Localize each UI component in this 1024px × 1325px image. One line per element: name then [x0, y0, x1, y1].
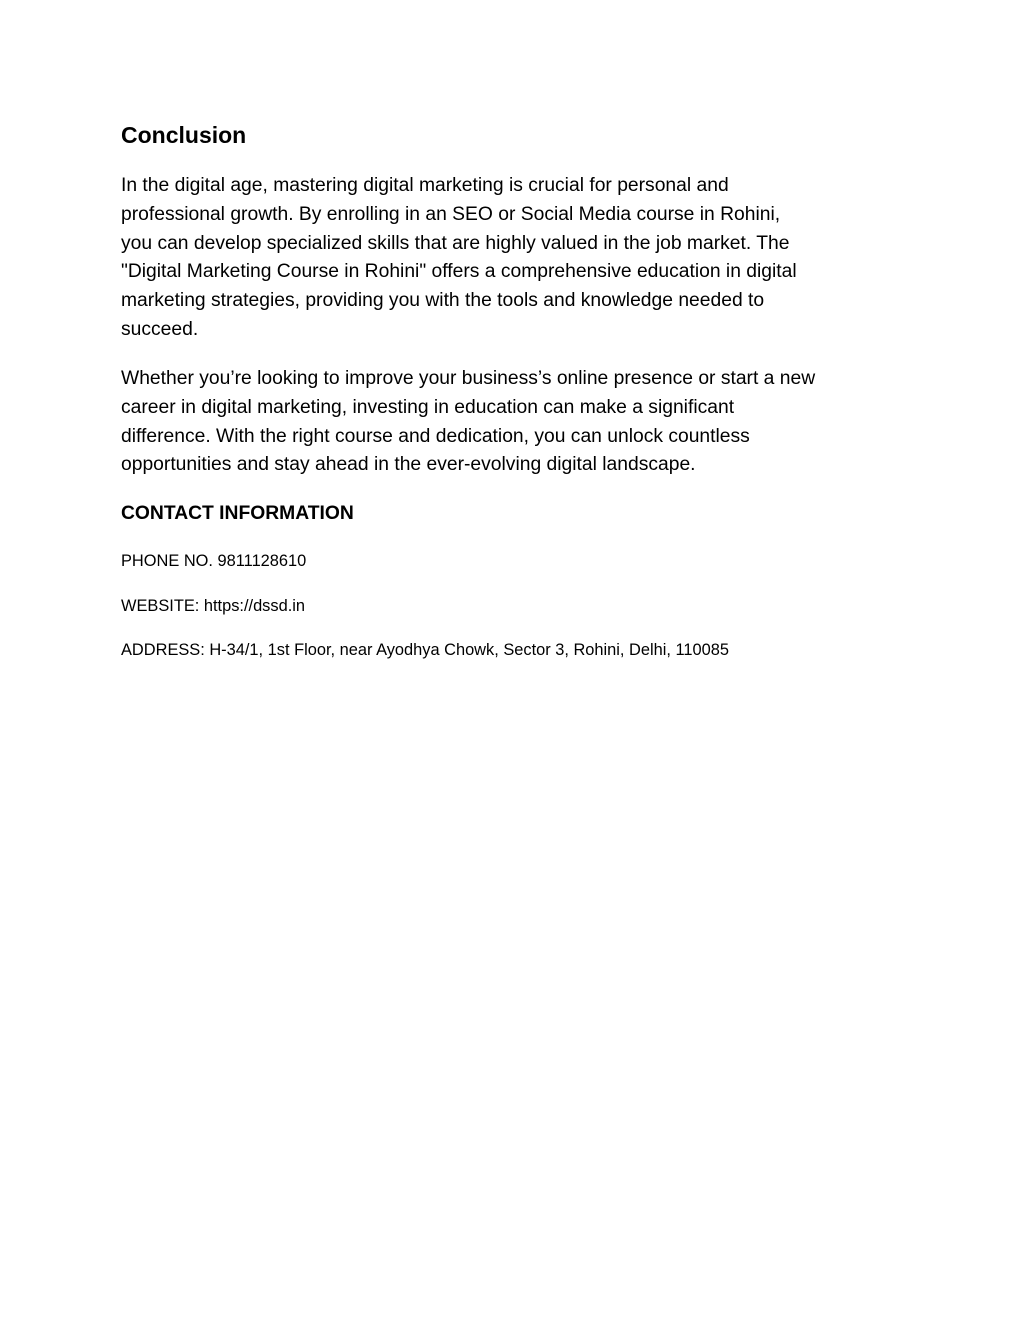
conclusion-paragraph-1 [121, 172, 911, 345]
paragraph-line: In the digital age, mastering digital marketing is crucial for personal and [121, 175, 729, 196]
paragraph-line: opportunities and stay ahead in the ever-evolving digital landscape. [121, 454, 696, 476]
paragraph-line: you can develop specialized skills that are highly valued in the job market. The [121, 232, 790, 254]
paragraph-line: Whether you’re looking to improve your business’s online presence or start a new [121, 368, 816, 389]
paragraph-line: professional growth. By enrolling in an SEO or Social Media course in Rohini, [121, 203, 781, 225]
paragraph-line: career in digital marketing, investing in education can make a significant [121, 396, 735, 418]
paragraph-line: difference. With the right course and dedication, you can unlock countless [121, 425, 750, 447]
contact-website: WEBSITE: https://dssd.in [121, 597, 306, 615]
paragraph-line: marketing strategies, providing you with the tools and knowledge needed to [121, 290, 765, 312]
contact-phone: PHONE NO. 9811128610 [121, 552, 307, 570]
contact-address: ADDRESS: H-34/1, 1st Floor, near Ayodhya Chowk, Sector 3, Rohini, Delhi, 110085 [121, 641, 729, 659]
paragraph-line: succeed. [121, 318, 199, 340]
paragraph-line: "Digital Marketing Course in Rohini" offers a comprehensive education in digital [121, 261, 797, 283]
conclusion-paragraph-2 [121, 365, 911, 480]
conclusion-heading: Conclusion [121, 122, 247, 148]
contact-heading: CONTACT INFORMATION [121, 503, 354, 524]
